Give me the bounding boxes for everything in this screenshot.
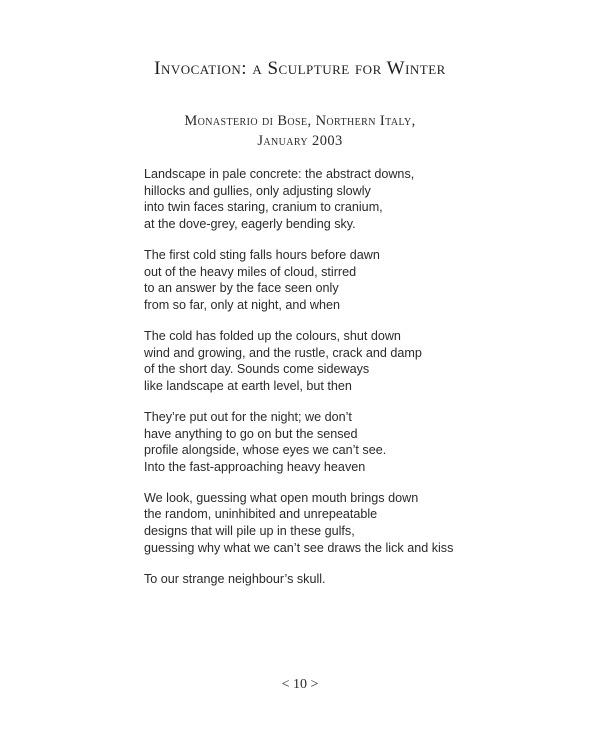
stanza-4	[144, 409, 564, 475]
poem-line: The cold has folded up the colours, shut down	[144, 328, 401, 343]
poem-line: from so far, only at night, and when	[144, 297, 341, 312]
stanza-5	[144, 490, 564, 556]
poem-line: They’re put out for the night; we don’t	[144, 409, 352, 424]
stanza-3	[144, 328, 564, 394]
poem-line: hillocks and gullies, only adjusting slowly	[144, 183, 371, 198]
poem-line: to an answer by the face seen only	[144, 281, 339, 296]
poem-line: at the dove-grey, eagerly bending sky.	[144, 216, 356, 231]
stanza-2	[144, 247, 564, 313]
poem-line: into twin faces staring, cranium to cranium,	[144, 200, 383, 215]
poem-line: To our strange neighbour’s skull.	[144, 571, 326, 586]
poem-line: out of the heavy miles of cloud, stirred	[144, 264, 357, 279]
poem-line: designs that will pile up in these gulfs,	[144, 524, 355, 539]
poem-line: of the short day. Sounds come sideways	[144, 362, 370, 377]
poem-line: like landscape at earth level, but then	[144, 378, 352, 393]
poem-line: profile alongside, whose eyes we can’t see.	[144, 443, 387, 458]
page-number: < 10 >	[281, 677, 319, 692]
poem-line: wind and growing, and the rustle, crack and damp	[144, 345, 422, 360]
poem-line: Into the fast-approaching heavy heaven	[144, 459, 366, 474]
poem-line: the random, uninhibited and unrepeatable	[144, 507, 378, 522]
stanza-1	[144, 166, 564, 232]
poem-body	[144, 166, 564, 602]
poem-subtitle	[0, 111, 600, 151]
poem-line: The first cold sting falls hours before dawn	[144, 247, 380, 262]
poem-line: Landscape in pale concrete: the abstract downs,	[144, 167, 415, 181]
subtitle-location: Monasterio di Bose, Northern Italy,	[184, 113, 416, 129]
poem-line: guessing why what we can’t see draws the lick and kiss	[144, 540, 454, 555]
subtitle-date: January 2003	[257, 133, 343, 149]
stanza-6	[144, 571, 564, 588]
poem-title: Invocation: a Sculpture for Winter	[154, 58, 446, 79]
poem-line: We look, guessing what open mouth brings down	[144, 490, 419, 505]
poem-line: have anything to go on but the sensed	[144, 426, 358, 441]
